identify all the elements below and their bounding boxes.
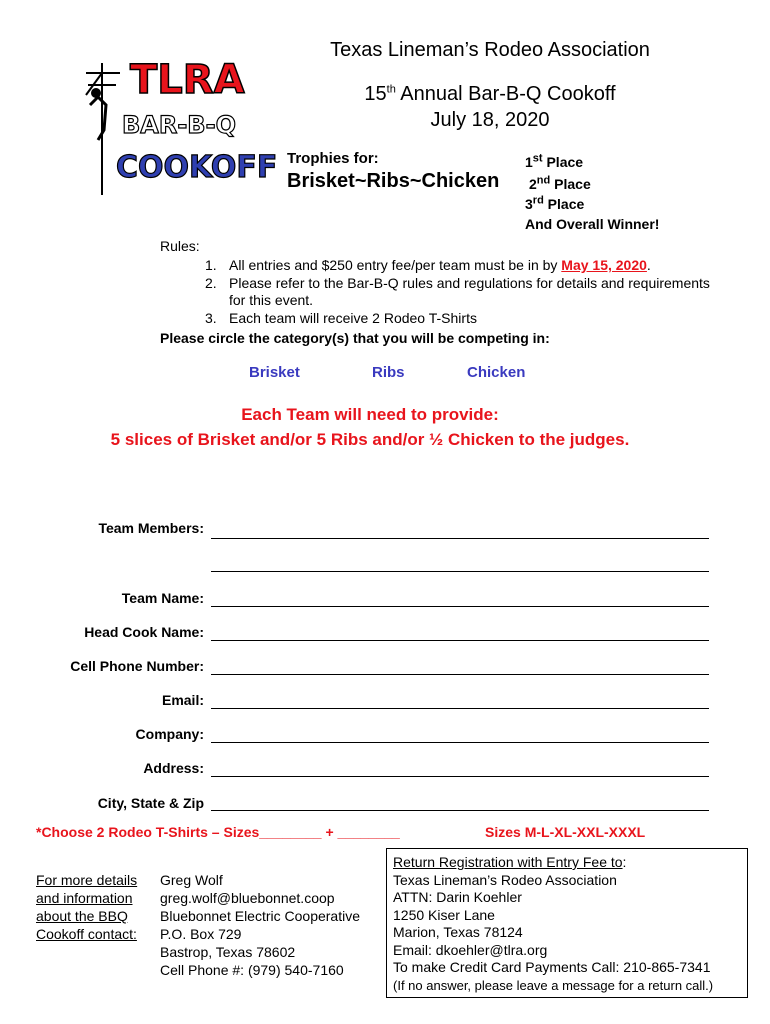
- event-title: 15th Annual Bar-B-Q Cookoff: [364, 83, 616, 105]
- email-field[interactable]: [211, 708, 709, 709]
- utility-pole-icon: [86, 63, 120, 195]
- team-name-label: Team Name:: [121, 590, 204, 606]
- org-title: Texas Lineman’s Rodeo Association: [330, 39, 650, 61]
- provide-details: 5 slices of Brisket and/or 5 Ribs and/or ½ Chicken to the judges.: [110, 430, 630, 449]
- rules-title: Rules:: [160, 238, 200, 254]
- address-label: Address:: [143, 760, 204, 776]
- shirt-size-prompt[interactable]: *Choose 2 Rodeo T-Shirts – Sizes________ + ________: [36, 824, 400, 840]
- tlra-bbq-logo: [80, 45, 278, 205]
- return-registration-box: Return Registration with Entry Fee to: Texas Lineman’s Rodeo Association ATTN: Darin Koehler 1250 Kiser Lane Marion, Texas 78124 Email: dkoehler@tlra.org To make Credit Card Payments Call: 210-865-7341 (If no answer, please leave a message for a return call.): [386, 848, 748, 998]
- team-members-field-2[interactable]: [211, 571, 709, 572]
- city-state-zip-field[interactable]: [211, 810, 709, 811]
- cell-phone-field[interactable]: [211, 674, 709, 675]
- svg-text:TLRA: TLRA: [130, 57, 245, 103]
- cell-phone-label: Cell Phone Number:: [70, 658, 204, 674]
- places-list: [525, 152, 659, 234]
- address-field[interactable]: [211, 776, 709, 777]
- return-note: (If no answer, please leave a message for a return call.): [393, 977, 714, 993]
- card-payment-line: To make Credit Card Payments Call: 210-865-7341: [393, 959, 711, 975]
- provide-heading: Each Team will need to provide:: [241, 405, 499, 424]
- place-2: 2nd Place: [529, 174, 591, 192]
- event-date: July 18, 2020: [430, 109, 550, 131]
- return-title: Return Registration with Entry Fee to: [393, 854, 623, 870]
- company-label: Company:: [135, 726, 204, 742]
- trophy-categories: Brisket~Ribs~Chicken: [287, 170, 500, 192]
- city-state-zip-label: City, State & Zip: [97, 795, 204, 811]
- option-ribs[interactable]: Ribs: [372, 364, 405, 381]
- place-3: 3rd Place: [525, 194, 585, 212]
- team-name-field[interactable]: [211, 606, 709, 607]
- team-members-field[interactable]: [211, 538, 709, 539]
- trophies-label: Trophies for:: [287, 150, 379, 167]
- shirt-sizes: Sizes M-L-XL-XXL-XXXL: [485, 824, 646, 840]
- email-label: Email:: [161, 692, 204, 708]
- company-field[interactable]: [211, 742, 709, 743]
- overall-winner: And Overall Winner!: [525, 216, 660, 232]
- svg-text:BAR-B-Q: BAR-B-Q: [122, 111, 236, 139]
- head-cook-field[interactable]: [211, 640, 709, 641]
- place-1: 1st Place: [525, 152, 584, 170]
- deadline-date: May 15, 2020: [561, 257, 647, 273]
- rule-item: 1. All entries and $250 entry fee/per team must be in by May 15, 2020.: [205, 257, 651, 273]
- rule-item: 3. Each team will receive 2 Rodeo T-Shirts: [205, 309, 477, 326]
- team-members-label: Team Members:: [98, 520, 204, 536]
- more-info-label: For more details and information about the BBQ Cookoff contact:: [36, 872, 138, 942]
- rules-list: [205, 257, 725, 327]
- option-brisket[interactable]: Brisket: [249, 364, 300, 381]
- rule-item: 2. Please refer to the Bar-B-Q rules and regulations for details and requirements for this event.: [205, 274, 710, 308]
- option-chicken[interactable]: Chicken: [467, 364, 526, 381]
- head-cook-label: Head Cook Name:: [84, 624, 204, 640]
- contact-info: Greg Wolf greg.wolf@bluebonnet.coop Bluebonnet Electric Cooperative P.O. Box 729 Bastrop, Texas 78602 Cell Phone #: (979) 540-7160: [160, 872, 361, 978]
- circle-prompt: Please circle the category(s) that you will be competing in:: [160, 330, 550, 346]
- svg-text:COOKOFF: COOKOFF: [116, 150, 278, 185]
